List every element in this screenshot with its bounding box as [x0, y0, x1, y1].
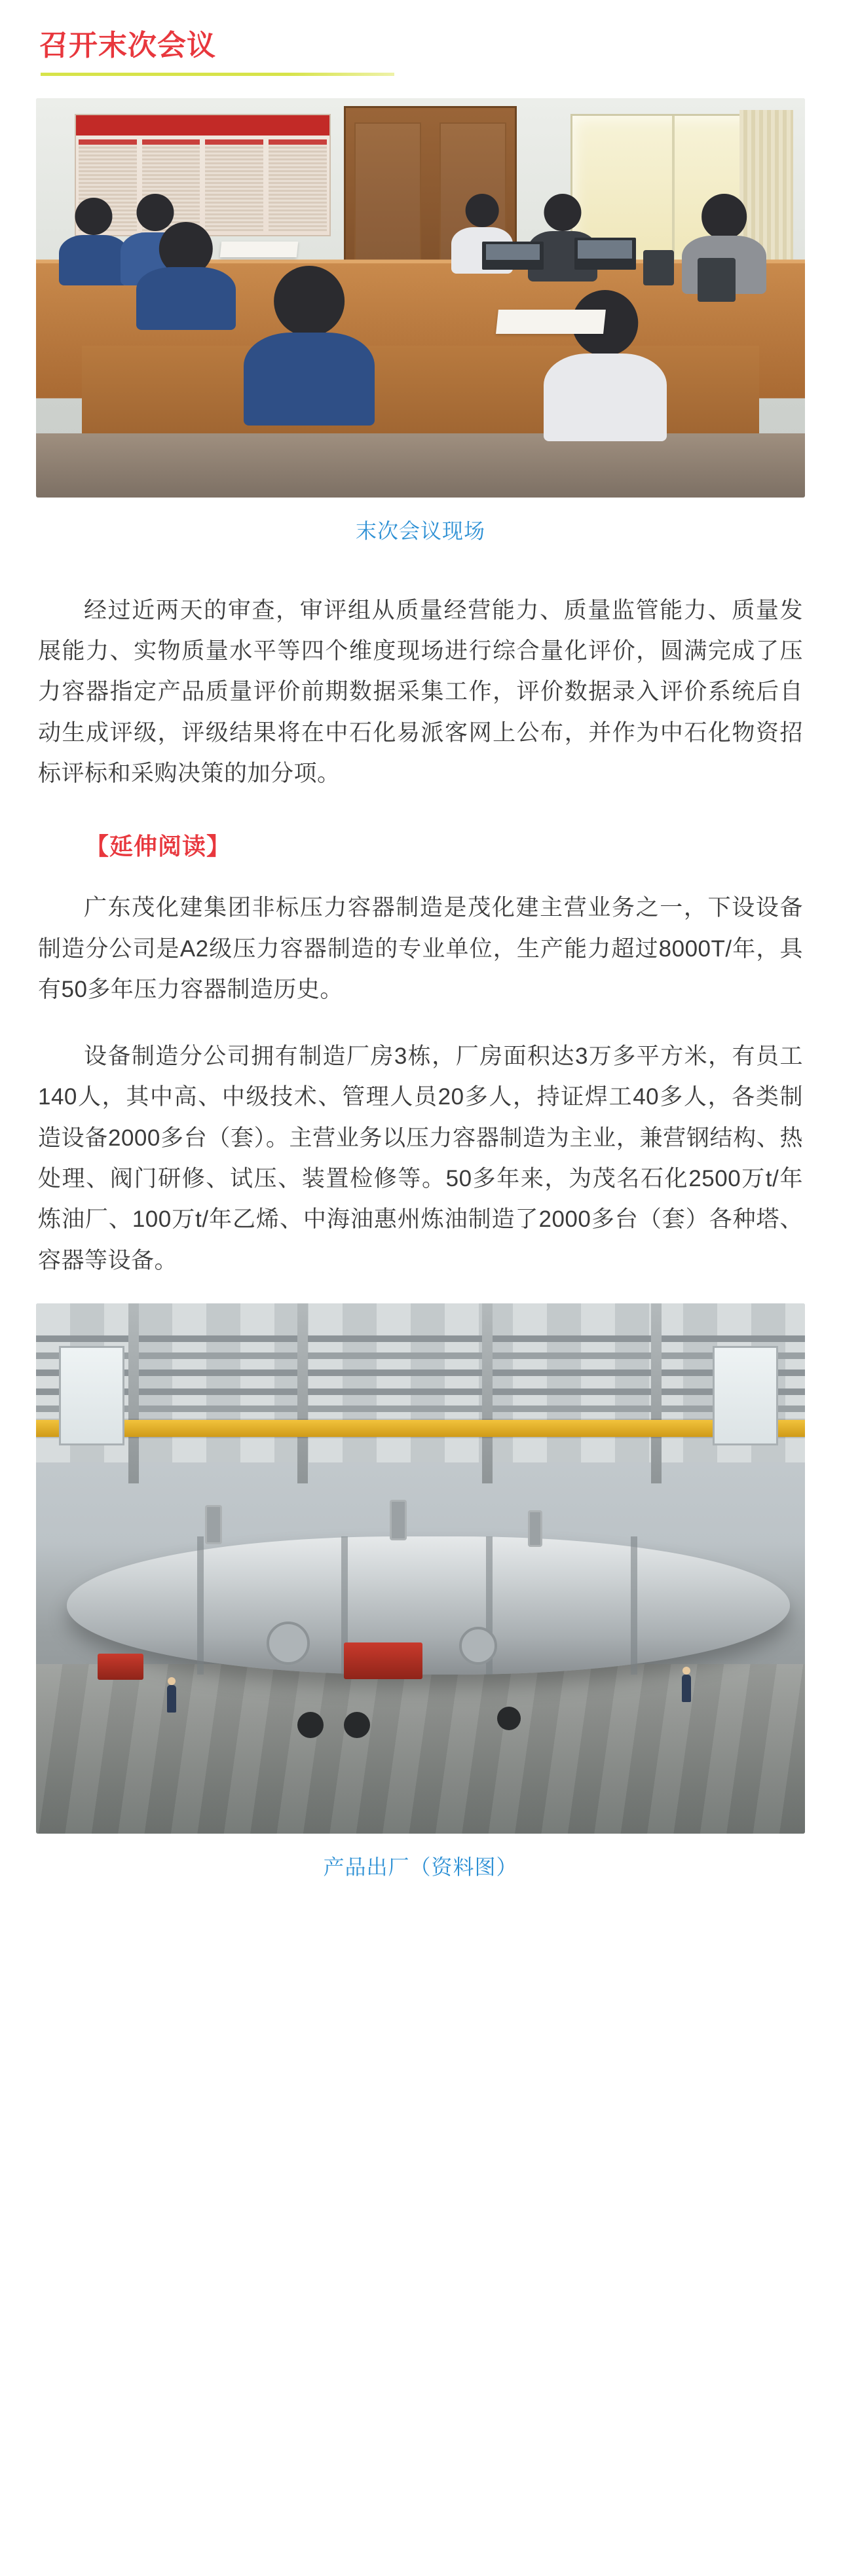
section-header [0, 0, 841, 76]
figure-product [0, 1303, 841, 1881]
floor [36, 433, 805, 498]
trailer-wheel [297, 1712, 324, 1738]
documents [496, 310, 606, 334]
documents [219, 242, 298, 257]
pressure-vessel [67, 1536, 790, 1675]
vessel-nozzle [528, 1510, 542, 1547]
person [59, 198, 128, 285]
transport-support [98, 1654, 143, 1680]
workshop-illustration [36, 1303, 805, 1834]
water-bottle [698, 258, 736, 302]
vessel-flange [459, 1627, 497, 1665]
figure-meeting [0, 98, 841, 545]
trailer-wheel [344, 1712, 370, 1738]
meeting-illustration [36, 98, 805, 498]
overhead-crane [36, 1420, 805, 1437]
person [136, 222, 236, 330]
laptop [574, 238, 636, 270]
product-photo [36, 1303, 805, 1834]
vessel-flange [267, 1622, 310, 1665]
worker [682, 1675, 691, 1702]
page-title: 召开末次会议 [39, 29, 216, 62]
trailer-wheel [497, 1707, 521, 1730]
transport-support [344, 1642, 422, 1679]
paragraph: 设备制造分公司拥有制造厂房3栋，厂房面积达3万多平方米，有员工140人，其中高、中级技术、管理人员20多人，持证焊工40多人，各类制造设备2000多台（套）。主营业务以压力容器制造为主业，兼营钢结构、热处理、阀门研修、试压、装置检修等。50多年来，为茂名石化2500万t/年炼油厂、100万t/年乙烯、中海油惠州炼油制造了2000多台（套）各种塔、容器等设备。 [38, 1043, 803, 1273]
figure-caption: 产品出厂（资料图） [323, 1855, 518, 1879]
figure-caption: 末次会议现场 [355, 518, 485, 543]
worker [167, 1685, 176, 1713]
vessel-nozzle [390, 1500, 407, 1540]
paragraph: 经过近两天的审查，审评组从质量经营能力、质量监管能力、质量发展能力、实物质量水平等四个维度现场进行综合量化评价，圆满完成了压力容器指定产品质量评价前期数据采集工作，评价数据录入评价系统后自动生成评级，评级结果将在中石化易派客网上公布，并作为中石化物资招标评标和采购决策的加分项。 [38, 597, 803, 786]
meeting-photo [36, 98, 805, 498]
person [244, 266, 375, 426]
article-body [0, 590, 841, 1281]
vessel-nozzle [205, 1505, 222, 1544]
paragraph: 广东茂化建集团非标压力容器制造是茂化建主营业务之一，下设设备制造分公司是A2级压力容器制造的专业单位，生产能力超过8000T/年，具有50多年压力容器制造历史。 [38, 895, 803, 1002]
sub-heading-extended-reading: 【延伸阅读】 [85, 833, 231, 860]
water-bottle [643, 250, 674, 286]
laptop [482, 242, 544, 270]
title-underline-rule [41, 73, 394, 76]
